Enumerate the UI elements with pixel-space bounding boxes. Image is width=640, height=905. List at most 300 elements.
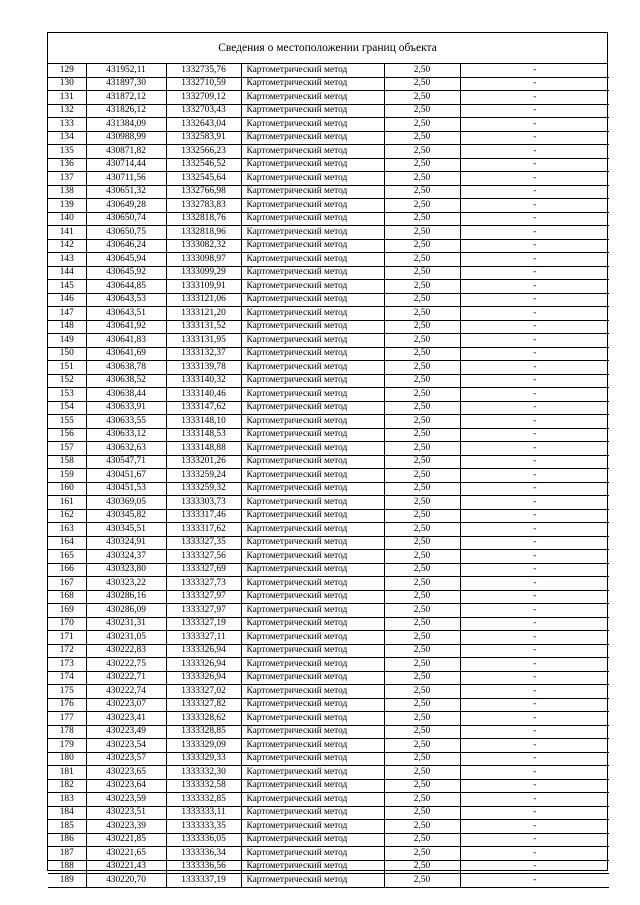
method-cell: Картометрический метод <box>241 617 384 631</box>
point-number-cell: 171 <box>48 631 86 645</box>
point-number-cell: 159 <box>48 469 86 483</box>
method-cell: Картометрический метод <box>241 145 384 159</box>
table-row <box>48 226 609 240</box>
coord-y-cell: 1333329,09 <box>166 739 241 753</box>
note-cell: - <box>460 158 609 172</box>
coord-x-cell: 431897,30 <box>86 77 166 91</box>
note-cell: - <box>460 280 609 294</box>
point-number-cell: 189 <box>48 874 86 888</box>
method-cell: Картометрический метод <box>241 374 384 388</box>
coord-x-cell: 430451,67 <box>86 469 166 483</box>
coord-y-cell: 1332583,91 <box>166 131 241 145</box>
accuracy-cell: 2,50 <box>384 185 460 199</box>
method-cell: Картометрический метод <box>241 536 384 550</box>
coord-y-cell: 1332566,23 <box>166 145 241 159</box>
accuracy-cell: 2,50 <box>384 280 460 294</box>
accuracy-cell: 2,50 <box>384 874 460 888</box>
note-cell: - <box>460 455 609 469</box>
table-row <box>48 806 609 820</box>
coord-x-cell: 431872,12 <box>86 91 166 105</box>
coord-x-cell: 430547,71 <box>86 455 166 469</box>
note-cell: - <box>460 644 609 658</box>
coord-x-cell: 430641,83 <box>86 334 166 348</box>
table-row <box>48 428 609 442</box>
table-row <box>48 91 609 105</box>
point-number-cell: 165 <box>48 550 86 564</box>
note-cell: - <box>460 658 609 672</box>
accuracy-cell: 2,50 <box>384 239 460 253</box>
method-cell: Картометрический метод <box>241 644 384 658</box>
coord-y-cell: 1333259,32 <box>166 482 241 496</box>
coord-x-cell: 430223,41 <box>86 712 166 726</box>
coord-y-cell: 1333327,73 <box>166 577 241 591</box>
table-row <box>48 496 609 510</box>
coord-x-cell: 430222,83 <box>86 644 166 658</box>
method-cell: Картометрический метод <box>241 725 384 739</box>
method-cell: Картометрический метод <box>241 212 384 226</box>
accuracy-cell: 2,50 <box>384 590 460 604</box>
coord-y-cell: 1333327,69 <box>166 563 241 577</box>
accuracy-cell: 2,50 <box>384 847 460 861</box>
coord-x-cell: 430645,92 <box>86 266 166 280</box>
note-cell: - <box>460 712 609 726</box>
note-cell: - <box>460 212 609 226</box>
accuracy-cell: 2,50 <box>384 374 460 388</box>
method-cell: Картометрический метод <box>241 577 384 591</box>
point-number-cell: 167 <box>48 577 86 591</box>
method-cell: Картометрический метод <box>241 847 384 861</box>
point-number-cell: 166 <box>48 563 86 577</box>
table-row <box>48 725 609 739</box>
point-number-cell: 152 <box>48 374 86 388</box>
note-cell: - <box>460 617 609 631</box>
accuracy-cell: 2,50 <box>384 550 460 564</box>
note-cell: - <box>460 253 609 267</box>
accuracy-cell: 2,50 <box>384 725 460 739</box>
accuracy-cell: 2,50 <box>384 145 460 159</box>
table-row <box>48 104 609 118</box>
point-number-cell: 176 <box>48 698 86 712</box>
accuracy-cell: 2,50 <box>384 806 460 820</box>
coord-x-cell: 430641,92 <box>86 320 166 334</box>
coord-x-cell: 430651,32 <box>86 185 166 199</box>
point-number-cell: 163 <box>48 523 86 537</box>
accuracy-cell: 2,50 <box>384 158 460 172</box>
table-row <box>48 833 609 847</box>
method-cell: Картометрический метод <box>241 64 384 77</box>
point-number-cell: 164 <box>48 536 86 550</box>
accuracy-cell: 2,50 <box>384 482 460 496</box>
accuracy-cell: 2,50 <box>384 685 460 699</box>
table-row <box>48 874 609 888</box>
method-cell: Картометрический метод <box>241 779 384 793</box>
coord-y-cell: 1333132,37 <box>166 347 241 361</box>
method-cell: Картометрический метод <box>241 455 384 469</box>
accuracy-cell: 2,50 <box>384 833 460 847</box>
point-number-cell: 158 <box>48 455 86 469</box>
point-number-cell: 186 <box>48 833 86 847</box>
point-number-cell: 173 <box>48 658 86 672</box>
note-cell: - <box>460 752 609 766</box>
table-row <box>48 239 609 253</box>
accuracy-cell: 2,50 <box>384 361 460 375</box>
method-cell: Картометрический метод <box>241 91 384 105</box>
table-row <box>48 793 609 807</box>
coord-y-cell: 1333336,56 <box>166 860 241 874</box>
accuracy-cell: 2,50 <box>384 104 460 118</box>
note-cell: - <box>460 307 609 321</box>
method-cell: Картометрический метод <box>241 280 384 294</box>
table-row <box>48 158 609 172</box>
accuracy-cell: 2,50 <box>384 509 460 523</box>
point-number-cell: 135 <box>48 145 86 159</box>
note-cell: - <box>460 563 609 577</box>
accuracy-cell: 2,50 <box>384 793 460 807</box>
note-cell: - <box>460 118 609 132</box>
point-number-cell: 136 <box>48 158 86 172</box>
point-number-cell: 143 <box>48 253 86 267</box>
coord-y-cell: 1333140,32 <box>166 374 241 388</box>
coord-y-cell: 1333332,58 <box>166 779 241 793</box>
note-cell: - <box>460 604 609 618</box>
method-cell: Картометрический метод <box>241 590 384 604</box>
coord-y-cell: 1333327,35 <box>166 536 241 550</box>
coord-y-cell: 1333121,06 <box>166 293 241 307</box>
coord-y-cell: 1333329,33 <box>166 752 241 766</box>
method-cell: Картометрический метод <box>241 158 384 172</box>
method-cell: Картометрический метод <box>241 415 384 429</box>
coord-x-cell: 430649,28 <box>86 199 166 213</box>
coord-x-cell: 430369,05 <box>86 496 166 510</box>
point-number-cell: 138 <box>48 185 86 199</box>
table-row <box>48 860 609 874</box>
table-row <box>48 604 609 618</box>
coord-y-cell: 1333326,94 <box>166 671 241 685</box>
table-row <box>48 64 609 77</box>
note-cell: - <box>460 577 609 591</box>
table-row <box>48 563 609 577</box>
point-number-cell: 162 <box>48 509 86 523</box>
note-cell: - <box>460 698 609 712</box>
method-cell: Картометрический метод <box>241 752 384 766</box>
table-row <box>48 77 609 91</box>
note-cell: - <box>460 469 609 483</box>
point-number-cell: 139 <box>48 199 86 213</box>
table-row <box>48 307 609 321</box>
coord-y-cell: 1332709,12 <box>166 91 241 105</box>
point-number-cell: 131 <box>48 91 86 105</box>
coord-y-cell: 1332735,76 <box>166 64 241 77</box>
accuracy-cell: 2,50 <box>384 752 460 766</box>
point-number-cell: 140 <box>48 212 86 226</box>
note-cell: - <box>460 293 609 307</box>
coord-y-cell: 1333328,85 <box>166 725 241 739</box>
coord-y-cell: 1332546,52 <box>166 158 241 172</box>
table-row <box>48 374 609 388</box>
point-number-cell: 187 <box>48 847 86 861</box>
method-cell: Картометрический метод <box>241 239 384 253</box>
coord-y-cell: 1333336,34 <box>166 847 241 861</box>
coord-y-cell: 1332818,76 <box>166 212 241 226</box>
table-row <box>48 253 609 267</box>
table-row <box>48 320 609 334</box>
point-number-cell: 183 <box>48 793 86 807</box>
coord-y-cell: 1333327,97 <box>166 604 241 618</box>
coord-x-cell: 430286,16 <box>86 590 166 604</box>
coord-x-cell: 430650,74 <box>86 212 166 226</box>
coord-x-cell: 430323,22 <box>86 577 166 591</box>
coord-x-cell: 430633,91 <box>86 401 166 415</box>
point-number-cell: 153 <box>48 388 86 402</box>
table-row <box>48 145 609 159</box>
accuracy-cell: 2,50 <box>384 860 460 874</box>
accuracy-cell: 2,50 <box>384 415 460 429</box>
point-number-cell: 184 <box>48 806 86 820</box>
coord-y-cell: 1333082,32 <box>166 239 241 253</box>
coord-x-cell: 430644,85 <box>86 280 166 294</box>
table-body <box>48 64 609 887</box>
note-cell: - <box>460 806 609 820</box>
note-cell: - <box>460 766 609 780</box>
method-cell: Картометрический метод <box>241 334 384 348</box>
table-row <box>48 415 609 429</box>
accuracy-cell: 2,50 <box>384 428 460 442</box>
accuracy-cell: 2,50 <box>384 64 460 77</box>
note-cell: - <box>460 860 609 874</box>
point-number-cell: 145 <box>48 280 86 294</box>
coord-y-cell: 1333109,91 <box>166 280 241 294</box>
accuracy-cell: 2,50 <box>384 712 460 726</box>
coord-y-cell: 1333148,88 <box>166 442 241 456</box>
note-cell: - <box>460 671 609 685</box>
table-row <box>48 644 609 658</box>
coord-x-cell: 430633,55 <box>86 415 166 429</box>
table-row <box>48 617 609 631</box>
coord-x-cell: 430222,74 <box>86 685 166 699</box>
point-number-cell: 182 <box>48 779 86 793</box>
coord-y-cell: 1332818,96 <box>166 226 241 240</box>
coord-x-cell: 430220,70 <box>86 874 166 888</box>
accuracy-cell: 2,50 <box>384 631 460 645</box>
point-number-cell: 168 <box>48 590 86 604</box>
accuracy-cell: 2,50 <box>384 779 460 793</box>
method-cell: Картометрический метод <box>241 698 384 712</box>
method-cell: Картометрический метод <box>241 266 384 280</box>
coord-x-cell: 431384,09 <box>86 118 166 132</box>
coord-y-cell: 1332710,59 <box>166 77 241 91</box>
accuracy-cell: 2,50 <box>384 469 460 483</box>
accuracy-cell: 2,50 <box>384 91 460 105</box>
accuracy-cell: 2,50 <box>384 442 460 456</box>
point-number-cell: 178 <box>48 725 86 739</box>
note-cell: - <box>460 536 609 550</box>
method-cell: Картометрический метод <box>241 442 384 456</box>
accuracy-cell: 2,50 <box>384 253 460 267</box>
table-row <box>48 847 609 861</box>
method-cell: Картометрический метод <box>241 631 384 645</box>
method-cell: Картометрический метод <box>241 131 384 145</box>
accuracy-cell: 2,50 <box>384 577 460 591</box>
note-cell: - <box>460 334 609 348</box>
table-row <box>48 577 609 591</box>
method-cell: Картометрический метод <box>241 118 384 132</box>
coord-x-cell: 430223,07 <box>86 698 166 712</box>
point-number-cell: 132 <box>48 104 86 118</box>
table-row <box>48 118 609 132</box>
note-cell: - <box>460 185 609 199</box>
table-row <box>48 523 609 537</box>
note-cell: - <box>460 172 609 186</box>
note-cell: - <box>460 131 609 145</box>
table-row <box>48 401 609 415</box>
note-cell: - <box>460 833 609 847</box>
coord-x-cell: 430221,85 <box>86 833 166 847</box>
table-row <box>48 766 609 780</box>
coord-y-cell: 1333140,46 <box>166 388 241 402</box>
accuracy-cell: 2,50 <box>384 226 460 240</box>
point-number-cell: 188 <box>48 860 86 874</box>
accuracy-cell: 2,50 <box>384 118 460 132</box>
note-cell: - <box>460 739 609 753</box>
accuracy-cell: 2,50 <box>384 212 460 226</box>
table-row <box>48 361 609 375</box>
method-cell: Картометрический метод <box>241 550 384 564</box>
method-cell: Картометрический метод <box>241 685 384 699</box>
table-row <box>48 185 609 199</box>
note-cell: - <box>460 725 609 739</box>
coord-y-cell: 1333098,97 <box>166 253 241 267</box>
coord-x-cell: 431826,12 <box>86 104 166 118</box>
table-row <box>48 739 609 753</box>
point-number-cell: 144 <box>48 266 86 280</box>
note-cell: - <box>460 820 609 834</box>
coord-x-cell: 430223,51 <box>86 806 166 820</box>
point-number-cell: 181 <box>48 766 86 780</box>
method-cell: Картометрический метод <box>241 563 384 577</box>
accuracy-cell: 2,50 <box>384 131 460 145</box>
method-cell: Картометрический метод <box>241 658 384 672</box>
coord-y-cell: 1333336,05 <box>166 833 241 847</box>
note-cell: - <box>460 104 609 118</box>
table-row <box>48 293 609 307</box>
accuracy-cell: 2,50 <box>384 766 460 780</box>
coord-x-cell: 430714,44 <box>86 158 166 172</box>
note-cell: - <box>460 226 609 240</box>
accuracy-cell: 2,50 <box>384 455 460 469</box>
table-row <box>48 131 609 145</box>
note-cell: - <box>460 374 609 388</box>
method-cell: Картометрический метод <box>241 806 384 820</box>
note-cell: - <box>460 442 609 456</box>
point-number-cell: 146 <box>48 293 86 307</box>
table-row <box>48 671 609 685</box>
point-number-cell: 134 <box>48 131 86 145</box>
coord-y-cell: 1333131,95 <box>166 334 241 348</box>
point-number-cell: 170 <box>48 617 86 631</box>
note-cell: - <box>460 320 609 334</box>
table-row <box>48 820 609 834</box>
coord-y-cell: 1332545,64 <box>166 172 241 186</box>
table-row <box>48 658 609 672</box>
note-cell: - <box>460 388 609 402</box>
note-cell: - <box>460 64 609 77</box>
coord-y-cell: 1333099,29 <box>166 266 241 280</box>
method-cell: Картометрический метод <box>241 104 384 118</box>
accuracy-cell: 2,50 <box>384 496 460 510</box>
accuracy-cell: 2,50 <box>384 617 460 631</box>
coord-x-cell: 430638,52 <box>86 374 166 388</box>
note-cell: - <box>460 847 609 861</box>
coord-x-cell: 430632,63 <box>86 442 166 456</box>
method-cell: Картометрический метод <box>241 833 384 847</box>
coord-y-cell: 1333201,26 <box>166 455 241 469</box>
note-cell: - <box>460 415 609 429</box>
coord-x-cell: 430633,12 <box>86 428 166 442</box>
coord-y-cell: 1333317,46 <box>166 509 241 523</box>
coord-y-cell: 1333139,78 <box>166 361 241 375</box>
accuracy-cell: 2,50 <box>384 266 460 280</box>
accuracy-cell: 2,50 <box>384 536 460 550</box>
table-row <box>48 172 609 186</box>
point-number-cell: 130 <box>48 77 86 91</box>
accuracy-cell: 2,50 <box>384 401 460 415</box>
coord-x-cell: 430646,24 <box>86 239 166 253</box>
table-row <box>48 347 609 361</box>
coord-x-cell: 430223,64 <box>86 779 166 793</box>
accuracy-cell: 2,50 <box>384 671 460 685</box>
coord-x-cell: 430221,65 <box>86 847 166 861</box>
note-cell: - <box>460 347 609 361</box>
coord-x-cell: 430221,43 <box>86 860 166 874</box>
coord-x-cell: 430223,49 <box>86 725 166 739</box>
method-cell: Картометрический метод <box>241 820 384 834</box>
coord-x-cell: 430345,51 <box>86 523 166 537</box>
coord-x-cell: 431952,11 <box>86 64 166 77</box>
method-cell: Картометрический метод <box>241 320 384 334</box>
note-cell: - <box>460 779 609 793</box>
coord-y-cell: 1333148,53 <box>166 428 241 442</box>
coord-y-cell: 1332643,04 <box>166 118 241 132</box>
table-row <box>48 388 609 402</box>
note-cell: - <box>460 631 609 645</box>
coord-y-cell: 1333317,62 <box>166 523 241 537</box>
coord-x-cell: 430711,56 <box>86 172 166 186</box>
coord-x-cell: 430643,53 <box>86 293 166 307</box>
method-cell: Картометрический метод <box>241 253 384 267</box>
point-number-cell: 175 <box>48 685 86 699</box>
accuracy-cell: 2,50 <box>384 739 460 753</box>
coord-y-cell: 1333326,94 <box>166 644 241 658</box>
table-row <box>48 469 609 483</box>
method-cell: Картометрический метод <box>241 226 384 240</box>
coord-x-cell: 430451,53 <box>86 482 166 496</box>
note-cell: - <box>460 266 609 280</box>
accuracy-cell: 2,50 <box>384 658 460 672</box>
accuracy-cell: 2,50 <box>384 698 460 712</box>
coord-x-cell: 430231,31 <box>86 617 166 631</box>
note-cell: - <box>460 199 609 213</box>
point-number-cell: 179 <box>48 739 86 753</box>
method-cell: Картометрический метод <box>241 671 384 685</box>
point-number-cell: 157 <box>48 442 86 456</box>
method-cell: Картометрический метод <box>241 77 384 91</box>
note-cell: - <box>460 874 609 888</box>
accuracy-cell: 2,50 <box>384 172 460 186</box>
coord-y-cell: 1333121,20 <box>166 307 241 321</box>
point-number-cell: 156 <box>48 428 86 442</box>
coord-y-cell: 1333327,11 <box>166 631 241 645</box>
point-number-cell: 161 <box>48 496 86 510</box>
